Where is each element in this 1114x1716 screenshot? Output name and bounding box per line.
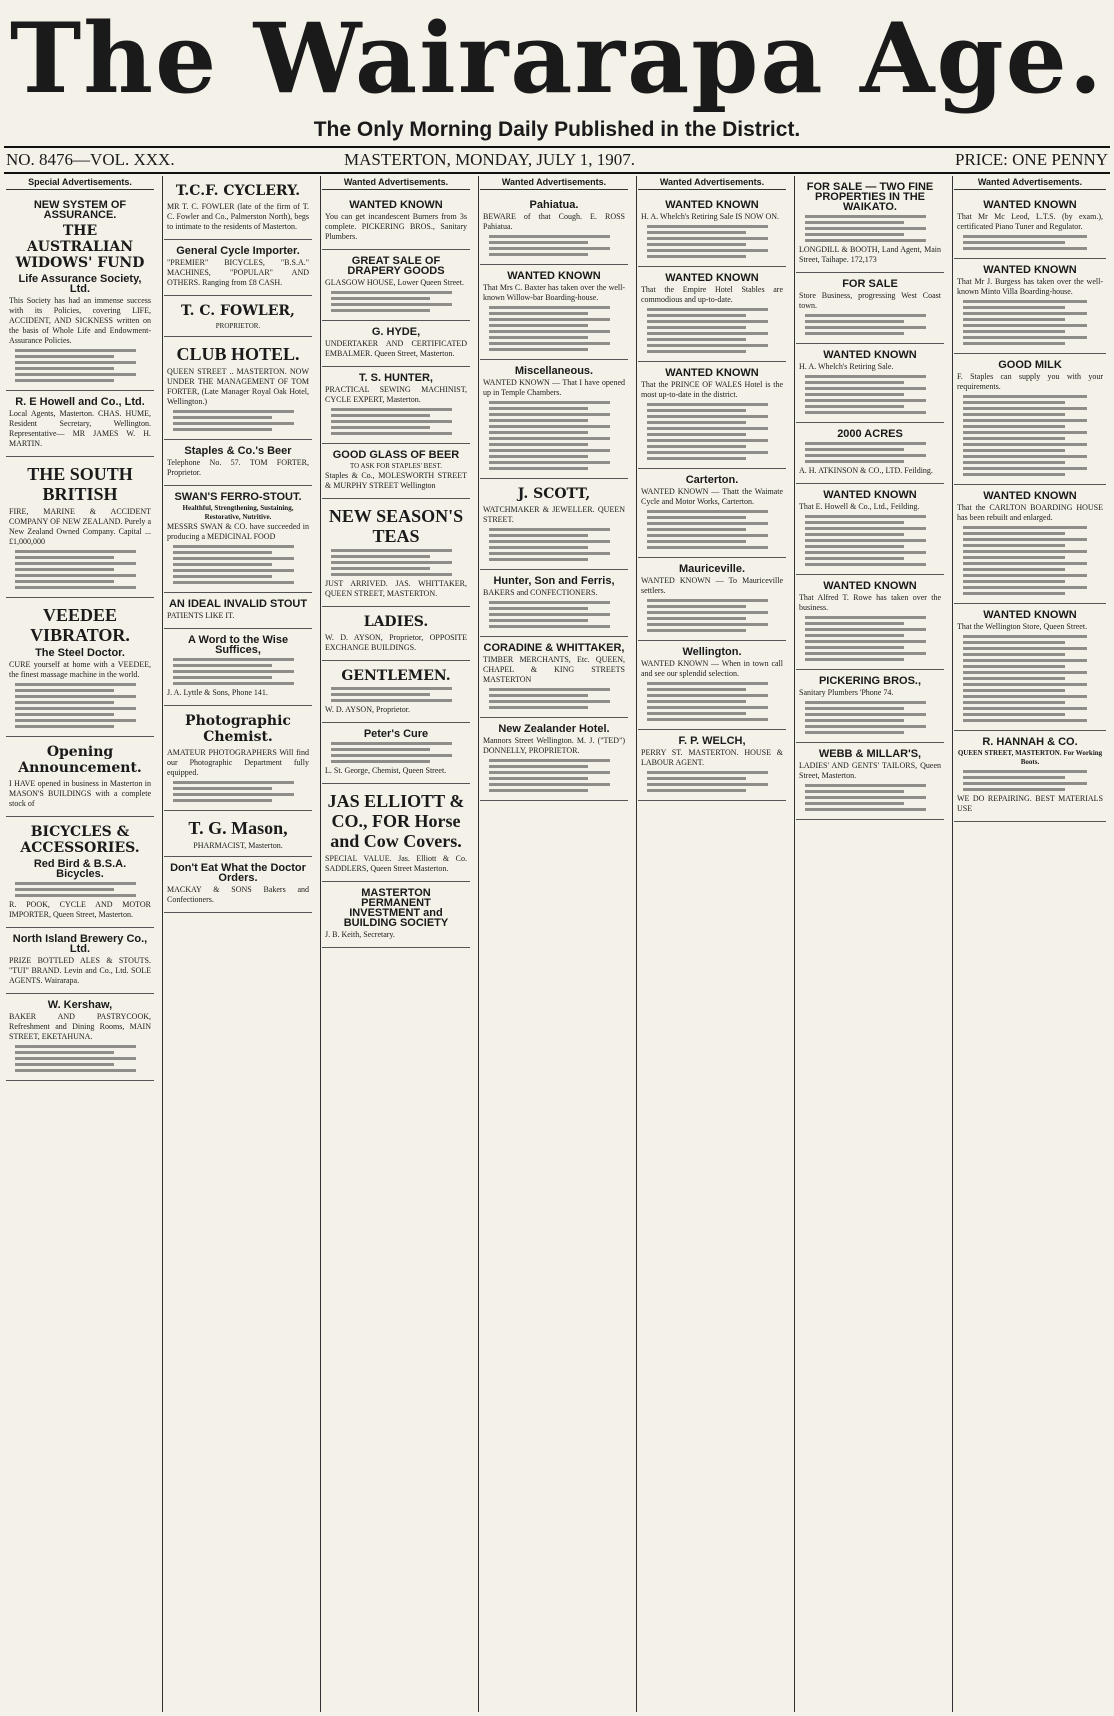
ad-title: WANTED KNOWN — [983, 199, 1077, 211]
ad-welch-agent — [638, 730, 786, 801]
ad-good-glass-beer — [322, 444, 470, 499]
ad-body: J. B. Keith, Secretary. — [325, 930, 395, 939]
ad-body: MR T. C. FOWLER (late of the firm of T. C. Fowler and Co., Palmerston North), begs to intimate to the residents of Masterton. — [167, 202, 309, 231]
ad-body: MESSRS SWAN & CO. have succeeded in producing a MEDICINAL FOOD — [167, 522, 309, 541]
ad-title: T. S. HUNTER, — [359, 372, 433, 384]
ad-body: PRACTICAL SEWING MACHINIST, CYCLE EXPERT, Masterton. — [325, 385, 467, 404]
column-header: Special Advertisements. — [6, 176, 154, 190]
ad-coradine-whittaker — [480, 637, 628, 718]
masthead — [0, 0, 1114, 141]
ad-hannah-boots — [954, 731, 1106, 822]
ad-body: WE DO REPAIRING. BEST MATERIALS USE — [957, 794, 1103, 813]
ad-word-to-wise — [164, 629, 312, 706]
ad-title: BICYCLES & ACCESSORIES. — [20, 824, 140, 856]
ad-body: That Mrs C. Baxter has taken over the well-known Willow-bar Boarding-house. — [483, 283, 625, 302]
ad-body: UNDERTAKER AND CERTIFICATED EMBALMER. Queen Street, Masterton. — [325, 339, 467, 358]
ad-brewery — [6, 928, 154, 994]
ad-wellington — [638, 641, 786, 730]
column-1 — [6, 176, 154, 1714]
ad-title: Wellington. — [682, 646, 742, 658]
ad-title: Peter's Cure — [363, 728, 429, 740]
column-5 — [638, 176, 786, 1714]
ad-body: LADIES' AND GENTS' TAILORS, Queen Street, Masterton. — [799, 761, 941, 780]
ad-body: I HAVE opened in business in Masterton in MASON'S BUILDINGS with a complete stock of — [9, 779, 151, 808]
ad-title: WEBB & MILLAR'S, — [818, 748, 922, 760]
column-header: Wanted Advertisements. — [954, 176, 1106, 190]
ad-title: New Zealander Hotel. — [498, 723, 610, 735]
ad-title: WANTED KNOWN — [665, 272, 759, 284]
place-date: MASTERTON, MONDAY, JULY 1, 1907. — [344, 150, 636, 169]
ad-title: WANTED KNOWN — [665, 199, 759, 211]
ad-swans-ferro-stout — [164, 486, 312, 593]
ad-body: Local Agents, Masterton. CHAS. HUME, Resident Secretary, Wellington. Representative— MR JAMES W. H. MARTIN. — [9, 409, 151, 448]
ad-body: That the Empire Hotel Stables are commodious and up-to-date. — [641, 285, 783, 304]
ad-title: T. G. Mason, — [188, 818, 288, 838]
column-3 — [322, 176, 470, 1714]
ad-title: Carterton. — [685, 474, 739, 486]
ad-body: A. H. ATKINSON & CO., LTD. Feilding. — [799, 466, 933, 475]
ad-title: R. E Howell and Co., Ltd. — [15, 396, 145, 408]
column-6 — [796, 176, 944, 1714]
ad-title: Photographic Chemist. — [185, 713, 291, 745]
ad-title: Pahiatua. — [529, 199, 579, 211]
ad-title: FOR SALE — [842, 278, 898, 290]
ad-title: JAS ELLIOTT & CO., FOR Horse and Cow Covers. — [327, 791, 465, 851]
ad-title: AN IDEAL INVALID STOUT — [168, 598, 308, 610]
ad-howell — [6, 391, 154, 457]
ad-hyde — [322, 321, 470, 367]
column-2 — [164, 176, 312, 1714]
ad-opening — [6, 737, 154, 817]
ad-title: Hunter, Son and Ferris, — [493, 575, 615, 587]
ad-carterton — [638, 469, 786, 558]
ad-tcf-cyclery — [164, 176, 312, 240]
ad-title: Mauriceville. — [678, 563, 746, 575]
ad-rowe-business — [796, 575, 944, 670]
ad-ladies — [322, 607, 470, 661]
ad-body: W. D. AYSON, Proprietor. — [325, 705, 410, 714]
column-4 — [480, 176, 628, 1714]
ad-body: WANTED KNOWN — When in town call and see our splendid selection. — [641, 659, 783, 678]
ad-body: That the PRINCE OF WALES Hotel is the most up-to-date in the district. — [641, 380, 783, 399]
column-header: Wanted Advertisements. — [480, 176, 628, 190]
ad-wellington-store — [954, 604, 1106, 731]
ad-building-society — [322, 882, 470, 948]
ad-drapery-sale — [322, 250, 470, 321]
ad-body: J. A. Lyttle & Sons, Phone 141. — [167, 688, 268, 697]
ad-subtitle: PROPRIETOR. — [215, 322, 261, 330]
ad-title: SWAN'S FERRO-STOUT. — [174, 491, 302, 503]
ad-title: G. HYDE, — [371, 326, 421, 338]
ad-title: FOR SALE — TWO FINE PROPERTIES IN THE WAIKATO. — [806, 181, 934, 213]
ad-title: WANTED KNOWN — [823, 580, 917, 592]
ad-body: Staples & Co., MOLESWORTH STREET & MURPHY STREET Wellington — [325, 471, 467, 490]
ad-title: Miscellaneous. — [514, 365, 594, 377]
ad-pook-bicycles — [6, 817, 154, 928]
ad-body: FIRE, MARINE & ACCIDENT COMPANY OF NEW ZEALAND. Purely a New Zealand Owned Company. Capital ... £1,000,000 — [9, 507, 151, 546]
ad-cycle-importer — [164, 240, 312, 296]
ad-title: General Cycle Importer. — [176, 245, 300, 257]
ad-body: BAKERS and CONFECTIONERS. — [483, 588, 598, 597]
ad-body: PERRY ST. MASTERTON. HOUSE & LABOUR AGENT. — [641, 748, 783, 767]
ad-title: W. Kershaw, — [47, 999, 113, 1011]
ad-subtitle: Red Bird & B.S.A. Bicycles. — [33, 858, 127, 880]
ad-title: R. HANNAH & CO. — [982, 736, 1078, 748]
ad-hunter-machinist — [322, 367, 470, 444]
ad-title: WANTED KNOWN — [823, 489, 917, 501]
ad-2000-acres — [796, 423, 944, 484]
ad-good-milk — [954, 354, 1106, 485]
ad-title: PICKERING BROS., — [818, 675, 922, 687]
ad-whelch-retiring — [796, 344, 944, 423]
ad-staples-beer — [164, 440, 312, 486]
ad-veedee — [6, 598, 154, 737]
ad-title: CLUB HOTEL. — [176, 344, 300, 364]
ad-title: NEW SYSTEM OF ASSURANCE. — [33, 199, 127, 221]
ad-body: WANTED KNOWN — To Mauriceville settlers. — [641, 576, 783, 595]
ad-photographic-chemist — [164, 706, 312, 811]
ad-howell-feilding — [796, 484, 944, 575]
ad-title: WANTED KNOWN — [507, 270, 601, 282]
ad-piano-tuner — [954, 194, 1106, 259]
ad-title: THE SOUTH BRITISH — [27, 464, 133, 504]
ad-mauriceville — [638, 558, 786, 641]
ad-body: AMATEUR PHOTOGRAPHERS Will find our Photographic Department fully equipped. — [167, 748, 309, 777]
ad-title: GENTLEMEN. — [341, 668, 451, 684]
ad-name: THE AUSTRALIAN WIDOWS' FUND — [15, 223, 145, 271]
ad-body: That Mr Mc Leod, L.T.S. (by exam.), certificated Piano Tuner and Regulator. — [957, 212, 1103, 231]
ad-subtitle: Healthful, Strengthening, Sustaining, Restorative, Nutritive. — [182, 504, 294, 521]
ad-body: LONGDILL & BOOTH, Land Agent, Main Street, Taihape. 172,173 — [799, 245, 941, 264]
ad-body: Telephone No. 57. TOM FORTER, Proprietor. — [167, 458, 309, 477]
ad-body: JUST ARRIVED. JAS. WHITTAKER, QUEEN STREET, MASTERTON. — [325, 579, 467, 598]
ad-title: Staples & Co.'s Beer — [184, 445, 292, 457]
ad-title: T. C. FOWLER, — [181, 303, 295, 319]
ad-miscellaneous — [480, 360, 628, 479]
ad-body: CURE yourself at home with a VEEDEE, the finest massage machine in the world. — [9, 660, 151, 679]
ad-body: This Society has had an immense success with its Policies, covering LIFE, ACCIDENT, AND SICKNESS written on the basis of Whole Life and Endowment-Assurance Policies. — [9, 296, 151, 345]
ad-title: WANTED KNOWN — [983, 609, 1077, 621]
ad-body: R. POOK, CYCLE AND MOTOR IMPORTER, Queen Street, Masterton. — [9, 900, 151, 919]
ad-elliott-covers — [322, 784, 470, 882]
dateline — [4, 150, 1110, 172]
ad-prince-of-wales — [638, 362, 786, 469]
ad-body: WATCHMAKER & JEWELLER. QUEEN STREET. — [483, 505, 625, 524]
ad-body: BEWARE of that Cough. E. ROSS Pahiatua. — [483, 212, 625, 231]
ad-carlton-boarding — [954, 485, 1106, 604]
ad-title: F. P. WELCH, — [678, 735, 746, 747]
price: PRICE: ONE PENNY — [954, 150, 1108, 169]
ad-wanted-known-burners — [322, 194, 470, 250]
ad-body: That the Wellington Store, Queen Street. — [957, 622, 1088, 631]
ad-title: VEEDEE VIBRATOR. — [30, 605, 130, 645]
masthead-rule-top — [4, 146, 1110, 148]
ad-subtitle: TO ASK FOR STAPLES' BEST. — [349, 462, 443, 470]
ad-empire-hotel — [638, 267, 786, 362]
newspaper-title: The Wairarapa Age. — [9, 2, 1105, 115]
ad-title: CORADINE & WHITTAKER, — [483, 642, 625, 654]
ad-body: H. A. Whelch's Retiring Sale. — [799, 362, 894, 371]
ad-waikato-properties — [796, 176, 944, 273]
ad-body: W. D. AYSON, Proprietor, OPPOSITE EXCHANGE BUILDINGS. — [325, 633, 467, 652]
issue-number: NO. 8476—VOL. XXX. — [6, 150, 175, 169]
ad-title: 2000 ACRES — [837, 428, 903, 440]
ad-body: Sanitary Plumbers 'Phone 74. — [799, 688, 894, 697]
columns — [4, 176, 1110, 1716]
ad-body: Store Business, progressing West Coast town. — [799, 291, 941, 310]
masthead-rule-bottom — [4, 172, 1110, 174]
ad-body: That Alfred T. Rowe has taken over the business. — [799, 593, 941, 612]
ad-webb-millar — [796, 743, 944, 820]
ad-body: That the CARLTON BOARDING HOUSE has been rebuilt and enlarged. — [957, 503, 1103, 522]
ad-pickering-bros — [796, 670, 944, 743]
ad-title: GOOD MILK — [998, 359, 1062, 371]
ad-store-business — [796, 273, 944, 344]
ad-new-season-teas — [322, 499, 470, 607]
ad-widows-fund — [6, 194, 154, 391]
ad-subtitle: Life Assurance Society, Ltd. — [18, 273, 142, 295]
ad-title: GREAT SALE OF DRAPERY GOODS — [347, 255, 445, 277]
ad-gentlemen — [322, 661, 470, 723]
ad-body: WANTED KNOWN — That I have opened up in Temple Chambers. — [483, 378, 625, 397]
ad-body: That E. Howell & Co., Ltd., Feilding. — [799, 502, 920, 511]
column-header: Wanted Advertisements. — [322, 176, 470, 190]
masthead-subtitle: The Only Morning Daily Published in the District. — [313, 118, 801, 141]
ad-dont-eat — [164, 857, 312, 913]
ad-invalid-stout — [164, 593, 312, 629]
ad-subtitle: PHARMACIST, Masterton. — [193, 841, 283, 850]
ad-title: GOOD GLASS OF BEER — [332, 449, 460, 461]
ad-body: You can get incandescent Burners from 3s complete. PICKERING BROS., Sanitary Plumbers. — [325, 212, 467, 241]
ad-body: GLASGOW HOUSE, Lower Queen Street. — [325, 278, 464, 287]
ad-subtitle: QUEEN STREET, MASTERTON. For Working Boots. — [957, 749, 1103, 766]
ad-title: MASTERTON PERMANENT INVESTMENT and BUILDING SOCIETY — [343, 887, 449, 929]
ad-title: Opening Announcement. — [18, 744, 142, 776]
ad-body: PRIZE BOTTLED ALES & STOUTS. "TUI" BRAND. Levin and Co., Ltd. SOLE AGENTS. Wairarapa. — [9, 956, 151, 985]
ad-mason — [164, 811, 312, 857]
ad-body: QUEEN STREET .. MASTERTON. NOW UNDER THE MANAGEMENT OF TOM FORTER, (Late Manager Royal Oak Hotel, Wellington.) — [167, 367, 309, 406]
ad-body: L. St. George, Chemist, Queen Street. — [325, 766, 447, 775]
ad-title: T.C.F. CYCLERY. — [175, 183, 301, 199]
column-7 — [954, 176, 1106, 1714]
ad-title: WANTED KNOWN — [983, 490, 1077, 502]
ad-title: LADIES. — [363, 614, 429, 630]
ad-body: H. A. Whelch's Retiring Sale IS NOW ON. — [641, 212, 780, 221]
ad-fowler — [164, 296, 312, 337]
ad-title: J. SCOTT, — [517, 486, 591, 502]
ad-title: WANTED KNOWN — [349, 199, 443, 211]
ad-scott-jeweller — [480, 479, 628, 570]
ad-new-zealander-hotel — [480, 718, 628, 801]
ad-body: WANTED KNOWN — Thatt the Waimate Cycle and Motor Works, Carterton. — [641, 487, 783, 506]
ad-subtitle: The Steel Doctor. — [35, 647, 125, 659]
ad-club-hotel — [164, 337, 312, 440]
ad-title: A Word to the Wise Suffices, — [187, 634, 289, 656]
ad-body: "PREMIER" BICYCLES, "B.S.A." MACHINES, "POPULAR" AND OTHERS. Ranging from £8 CASH. — [167, 258, 309, 287]
ad-body: PATIENTS LIKE IT. — [167, 611, 235, 620]
ad-body: TIMBER MERCHANTS, Etc. QUEEN, CHAPEL & KING STREETS MASTERTON — [483, 655, 625, 684]
ad-south-british — [6, 457, 154, 598]
ad-body: MACKAY & SONS Bakers and Confectioners. — [167, 885, 309, 904]
ad-title: WANTED KNOWN — [983, 264, 1077, 276]
ad-body: BAKER AND PASTRYCOOK, Refreshment and Dining Rooms, MAIN STREET, EKETAHUNA. — [9, 1012, 151, 1041]
ad-minto-villa — [954, 259, 1106, 354]
column-header: Wanted Advertisements. — [638, 176, 786, 190]
ad-baxter-boarding — [480, 265, 628, 360]
ad-title: Don't Eat What the Doctor Orders. — [170, 862, 306, 884]
ad-body: SPECIAL VALUE. Jas. Elliott & Co. SADDLERS, Queen Street Masterton. — [325, 854, 467, 873]
ad-body: Mannors Street Wellington. M. J. ("TED") DONNELLY, PROPRIETOR. — [483, 736, 625, 755]
ad-pahiatua — [480, 194, 628, 265]
ad-title: North Island Brewery Co., Ltd. — [12, 933, 148, 955]
ad-body: That Mr J. Burgess has taken over the well-known Minto Villa Boarding-house. — [957, 277, 1103, 296]
ad-title: WANTED KNOWN — [823, 349, 917, 361]
ad-kershaw — [6, 994, 154, 1081]
ad-whelch-sale — [638, 194, 786, 267]
ad-title: NEW SEASON'S TEAS — [328, 506, 464, 546]
ad-title: WANTED KNOWN — [665, 367, 759, 379]
ad-peters-cure — [322, 723, 470, 784]
ad-body: F. Staples can supply you with your requirements. — [957, 372, 1103, 391]
ad-hunter-ferris — [480, 570, 628, 637]
